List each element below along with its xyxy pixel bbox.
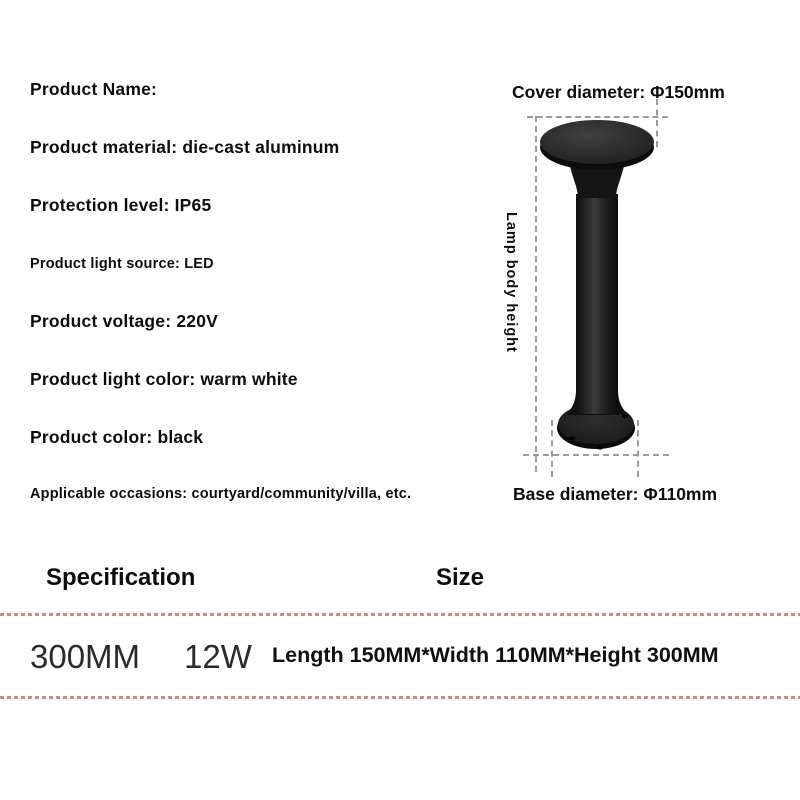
table-header-specification: Specification — [46, 564, 196, 591]
spec-product-color: Product color: black — [30, 427, 204, 447]
spec-occasions: Applicable occasions: courtyard/community/villa, etc. — [30, 486, 412, 502]
table-divider-top — [0, 613, 800, 616]
base-dimension-tick-left — [551, 420, 553, 477]
base-dimension-line — [523, 454, 669, 456]
spec-protection-level: Protection level: IP65 — [30, 195, 212, 215]
base-diameter-label: Base diameter: Φ110mm — [513, 484, 718, 504]
spec-light-color: Product light color: warm white — [30, 369, 298, 389]
bollard-lamp-image — [520, 118, 680, 463]
base-dimension-tick-right — [637, 420, 639, 477]
table-divider-bottom — [0, 696, 800, 699]
table-cell-power: 12W — [184, 638, 252, 675]
table-cell-size-text: Length 150MM*Width 110MM*Height 300MM — [272, 643, 719, 667]
spec-voltage: Product voltage: 220V — [30, 311, 219, 331]
table-cell-spec-value: 300MM — [30, 638, 141, 675]
spec-material: Product material: die-cast aluminum — [30, 137, 340, 157]
spec-product-name: Product Name: — [30, 79, 158, 99]
cover-diameter-label: Cover diameter: Φ150mm — [512, 82, 725, 102]
spec-light-source: Product light source: LED — [30, 256, 214, 272]
lamp-body-height-label: Lamp body height — [503, 212, 519, 353]
table-header-size: Size — [436, 564, 485, 591]
